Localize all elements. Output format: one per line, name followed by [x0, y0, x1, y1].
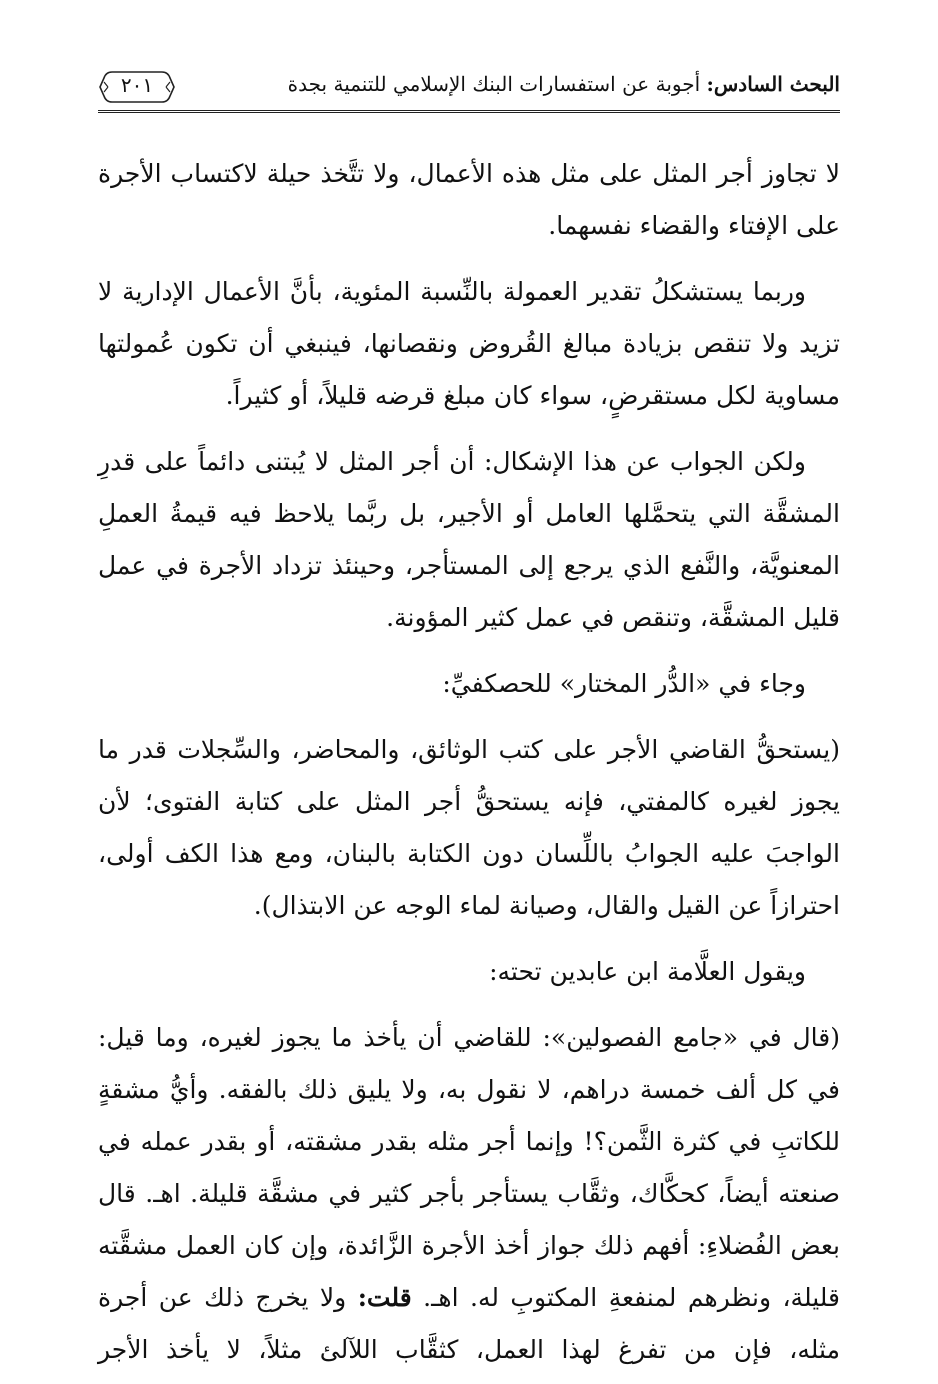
paragraph: ولكن الجواب عن هذا الإشكال: أن أجر المثل لا يُبتنى دائماً على قدرِ المشقَّة التي يتحمَّلها العامل أو الأجير، بل ربَّما يلاحظ فيه قيمةُ العملِ المعنويَّة، والنَّفع الذي يرجع إلى المستأجر، وحينئذ تزداد الأجرة في عمل قليل المشقَّة، وتنقص في عمل كثير المؤونة. [98, 447, 840, 632]
paragraph: ويقول العلَّامة ابن عابدين تحته: [489, 957, 806, 986]
chapter-label: البحث السادس: [706, 72, 840, 96]
paragraph: وجاء في «الدُّر المختار» للحصكفيِّ: [442, 669, 806, 698]
chapter-title: أجوبة عن استفسارات البنك الإسلامي للتنمية بجدة [287, 72, 707, 96]
quote-paragraph: (يستحقُّ القاضي الأجر على كتب الوثائق، والمحاضر، والسِّجلات قدر ما يجوز لغيره كالمفتي، فإنه يستحقُّ أجر المثل على كتابة الفتوى؛ لأن الواجبَ عليه الجوابُ باللِّسان دون الكتابة بالبنان، ومع هذا الكف أولى، احترازاً عن القيل والقال، وصيانة لماء الوجه عن الابتذال). [98, 735, 840, 920]
running-title [288, 72, 840, 96]
qultu-label: قلت: [357, 1283, 412, 1312]
page-number: ٢٠١ [120, 73, 154, 97]
page-body [98, 148, 840, 1376]
paragraph: لا تجاوز أجر المثل على مثل هذه الأعمال، ولا تتَّخذ حيلة لاكتساب الأجرة على الإفتاء والقضاء نفسهما. [98, 159, 840, 240]
paragraph: وربما يستشكلُ تقدير العمولة بالنِّسبة المئوية، بأنَّ الأعمال الإدارية لا تزيد ولا تنقص بزيادة مبالغ القُروض ونقصانها، فينبغي أن تكون عُمولتها مساوية لكل مستقرضٍ، سواء كان مبلغ قرضه قليلاً، أو كثيراً. [98, 277, 840, 410]
quote-text-continued: ولا يخرج ذلك عن أجرة مثله، فإن من تفرغ لهذا العمل، كثقَّاب اللآلئ مثلاً، لا يأخذ الأجر [98, 1283, 840, 1364]
quote-paragraph [98, 1012, 840, 1376]
page-number-ornament [98, 68, 176, 106]
quote-text: (قال في «جامع الفصولين»: للقاضي أن يأخذ ما يجوز لغيره، وما قيل: في كل ألف خمسة دراهم، لا نقول به، ولا يليق ذلك بالفقه. وأيُّ مشقةٍ للكاتبِ في كثرة الثَّمن؟! وإنما أجر مثله بقدر مشقته، أو بقدر عمله في صنعته أيضاً، كحكَّاك، وثقَّاب يستأجر بأجر كثير في مشقَّة قليلة. اهـ. قال بعض الفُضلاءِ: أفهم ذلك جواز أخذ الأجرة الزَّائدة، وإن كان العمل مشقَّته قليلة، ونظرهم لمنفعةِ المكتوبِ له. اهـ. [98, 1023, 841, 1312]
page-header [98, 68, 840, 113]
